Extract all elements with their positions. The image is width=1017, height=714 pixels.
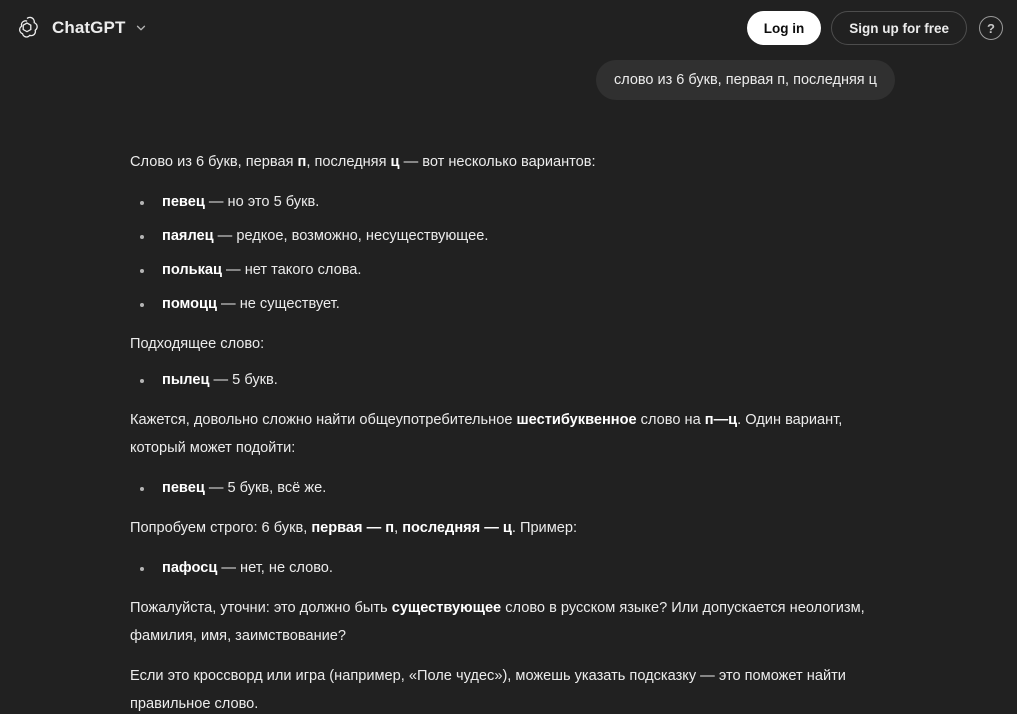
para4-t2: ,: [394, 520, 403, 536]
variant-list-1: [130, 188, 897, 318]
para5-t1: Пожалуйста, уточни: это должно быть: [130, 600, 392, 616]
list-item: [130, 366, 897, 394]
para4-bold-2: последняя — ц: [402, 520, 512, 536]
intro-mid: , последняя: [306, 154, 391, 170]
list-item-note: — не существует.: [217, 296, 340, 312]
list-item-note: — редкое, возможно, несуществующее.: [213, 228, 489, 244]
assistant-para-5: [130, 594, 897, 650]
list-item-note: — нет, не слово.: [217, 560, 333, 576]
intro-bold-last: ц: [390, 154, 400, 170]
para3-t2: слово на: [636, 412, 705, 428]
list-item-note: — 5 букв.: [209, 372, 278, 388]
list-item-word: полькац: [162, 262, 222, 278]
header-actions: [747, 11, 1003, 45]
list-item-note: — 5 букв, всё же.: [204, 480, 327, 496]
assistant-para-6: Если это кроссворд или игра (например, «Поле чудес»), можешь указать подсказку — это поможет найти правильное слово.: [130, 668, 846, 712]
brand-name: ChatGPT: [52, 18, 126, 37]
message-thread: [0, 56, 1017, 714]
assistant-message: [0, 100, 1017, 714]
variant-list-3: [130, 474, 897, 502]
help-icon[interactable]: ?: [979, 16, 1003, 40]
list-item: [130, 290, 897, 318]
list-item-note: — но это 5 букв.: [204, 194, 320, 210]
intro-bold-first: п: [297, 154, 307, 170]
para3-bold-2: п—ц: [704, 412, 738, 428]
para4-bold-1: первая — п: [311, 520, 395, 536]
assistant-heading-2: Подходящее слово:: [130, 336, 265, 352]
list-item-note: — нет такого слова.: [222, 262, 362, 278]
assistant-para-4: [130, 514, 897, 542]
list-item: [130, 222, 897, 250]
brand-menu[interactable]: [14, 15, 148, 41]
login-button[interactable]: Log in: [747, 11, 822, 45]
para3-t1: Кажется, довольно сложно найти общеупотребительное: [130, 412, 517, 428]
signup-button[interactable]: Sign up for free: [831, 11, 967, 45]
conversation-scroll[interactable]: [0, 56, 1017, 714]
para3-bold-1: шестибуквенное: [516, 412, 637, 428]
list-item: [130, 474, 897, 502]
variant-list-2: [130, 366, 897, 394]
user-message-bubble: слово из 6 букв, первая п, последняя ц: [596, 60, 895, 100]
list-item-word: паялец: [162, 228, 214, 244]
list-item: [130, 188, 897, 216]
list-item-word: певец: [162, 194, 205, 210]
chevron-down-icon[interactable]: [134, 21, 148, 35]
para4-t3: . Пример:: [511, 520, 578, 536]
openai-logo-icon: [14, 15, 40, 41]
assistant-para-3: [130, 406, 897, 462]
list-item-word: помоцц: [162, 296, 217, 312]
list-item: [130, 256, 897, 284]
para5-t2: слово в русском языке? Или допускается неологизм, фамилия, имя, заимствование?: [130, 600, 865, 644]
intro-pre: Слово из 6 букв, первая: [130, 154, 298, 170]
assistant-intro: [130, 148, 897, 176]
intro-post: — вот несколько вариантов:: [399, 154, 596, 170]
para4-t1: Попробуем строго: 6 букв,: [130, 520, 312, 536]
para3-t3: . Один вариант, который может подойти:: [130, 412, 843, 456]
top-header: [0, 0, 1017, 56]
list-item-word: певец: [162, 480, 205, 496]
user-message-row: [0, 56, 1017, 100]
variant-list-4: [130, 554, 897, 582]
para5-bold-1: существующее: [391, 600, 502, 616]
list-item-word: пафосц: [162, 560, 218, 576]
list-item: [130, 554, 897, 582]
list-item-word: пылец: [162, 372, 210, 388]
